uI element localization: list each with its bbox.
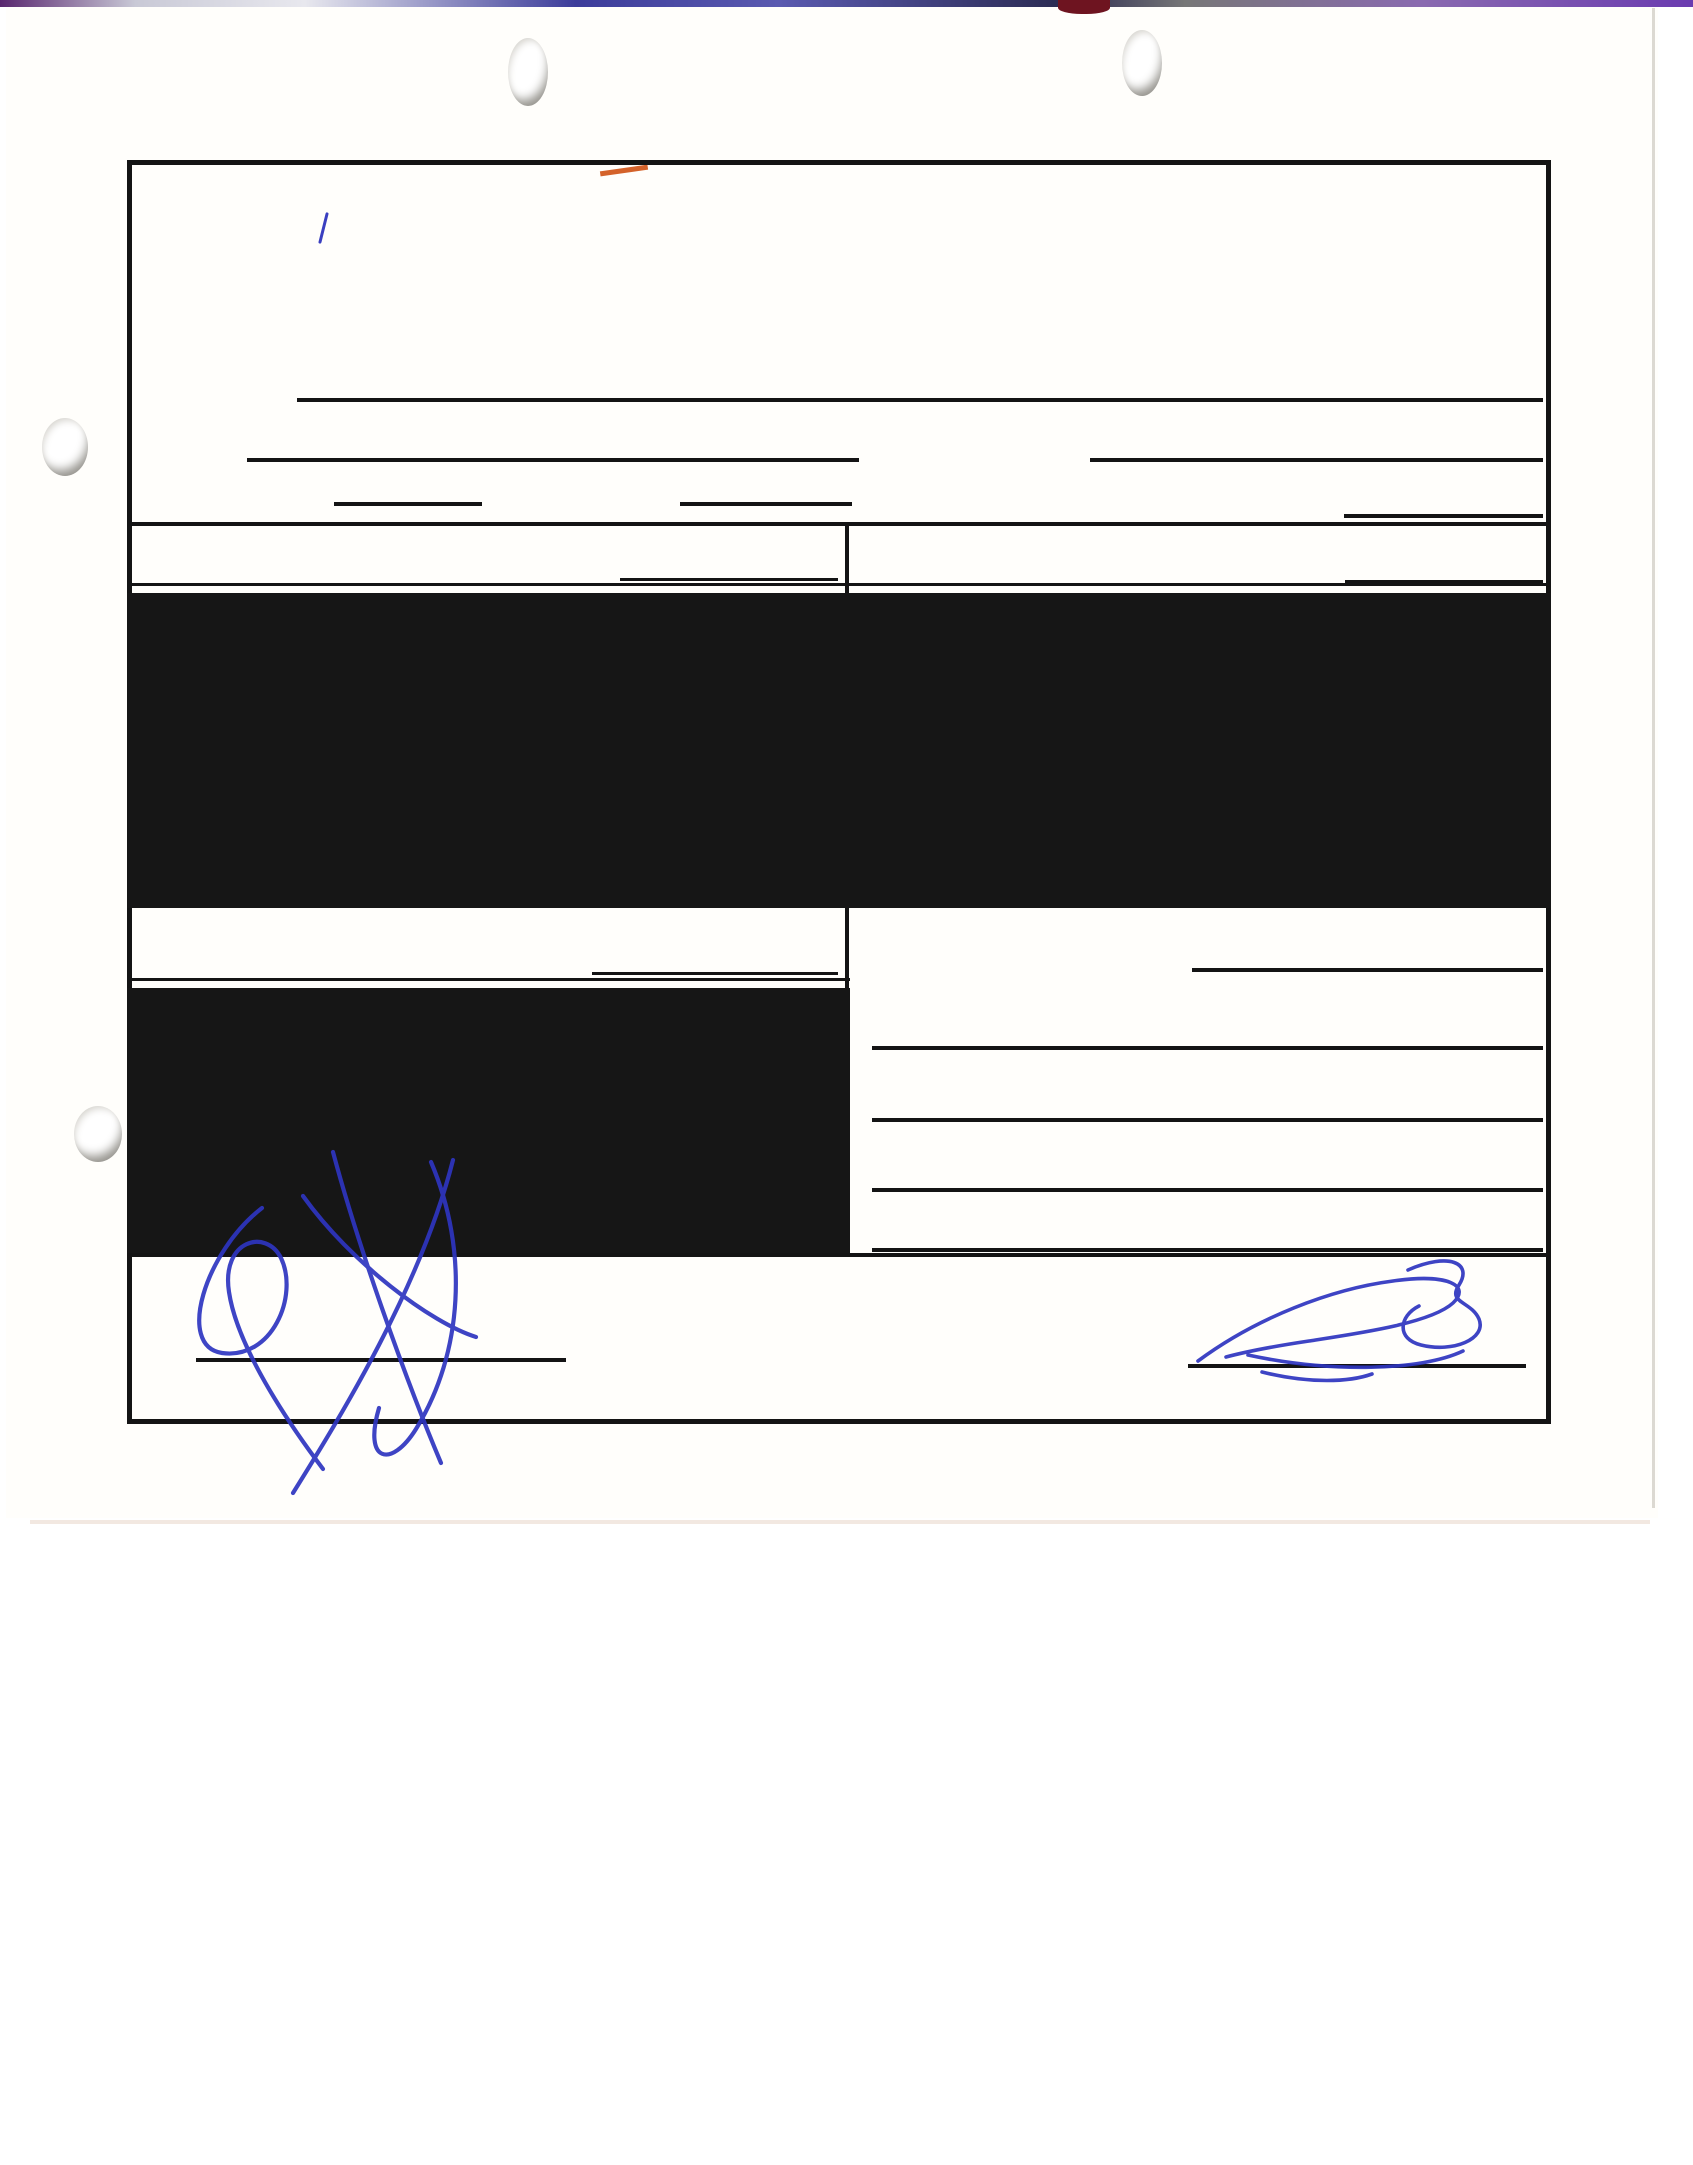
observaciones-line <box>872 1188 1543 1192</box>
calendar-junio-month-line <box>592 972 838 975</box>
section-divider-top <box>127 522 1551 526</box>
calendar-junio-headline-rule <box>127 978 850 981</box>
calendar-abril-month-line <box>620 578 838 581</box>
calendar-grid-abril <box>127 593 850 908</box>
calendar-grid-junio <box>127 988 850 1253</box>
anio-line <box>1344 514 1543 518</box>
observaciones-line <box>872 1118 1543 1122</box>
no-puesto-line <box>334 502 482 506</box>
sector-line <box>247 458 859 462</box>
footer-divider <box>127 1253 1551 1257</box>
hole-punch-side-upper <box>42 418 88 476</box>
calendar-mayo-month-line <box>1345 580 1543 583</box>
scanner-edge-blob <box>1058 0 1110 14</box>
hole-punch-side-lower <box>74 1106 122 1162</box>
arrendatario-line <box>297 398 1543 402</box>
municipal-coat-of-arms <box>150 172 325 367</box>
hole-punch-top-left <box>508 38 548 106</box>
observaciones-line <box>872 1248 1543 1252</box>
signature-left-line <box>196 1358 566 1362</box>
calendar-mayo-headline-rule <box>845 583 1551 586</box>
paper-edge-shadow-bottom <box>30 1520 1650 1524</box>
calendar-abril-headline-rule <box>127 583 850 586</box>
tasa-diaria-line <box>680 502 852 506</box>
calendar-grid-mayo <box>845 593 1551 908</box>
hole-punch-top-right <box>1122 30 1162 96</box>
paper-edge-shadow-right <box>1652 8 1655 1508</box>
signature-right-line <box>1188 1364 1526 1368</box>
tipo-puesto-line <box>1090 458 1543 462</box>
observaciones-line <box>872 1046 1543 1050</box>
scanner-edge-artifact <box>0 0 1693 7</box>
observaciones-line <box>1192 968 1543 972</box>
